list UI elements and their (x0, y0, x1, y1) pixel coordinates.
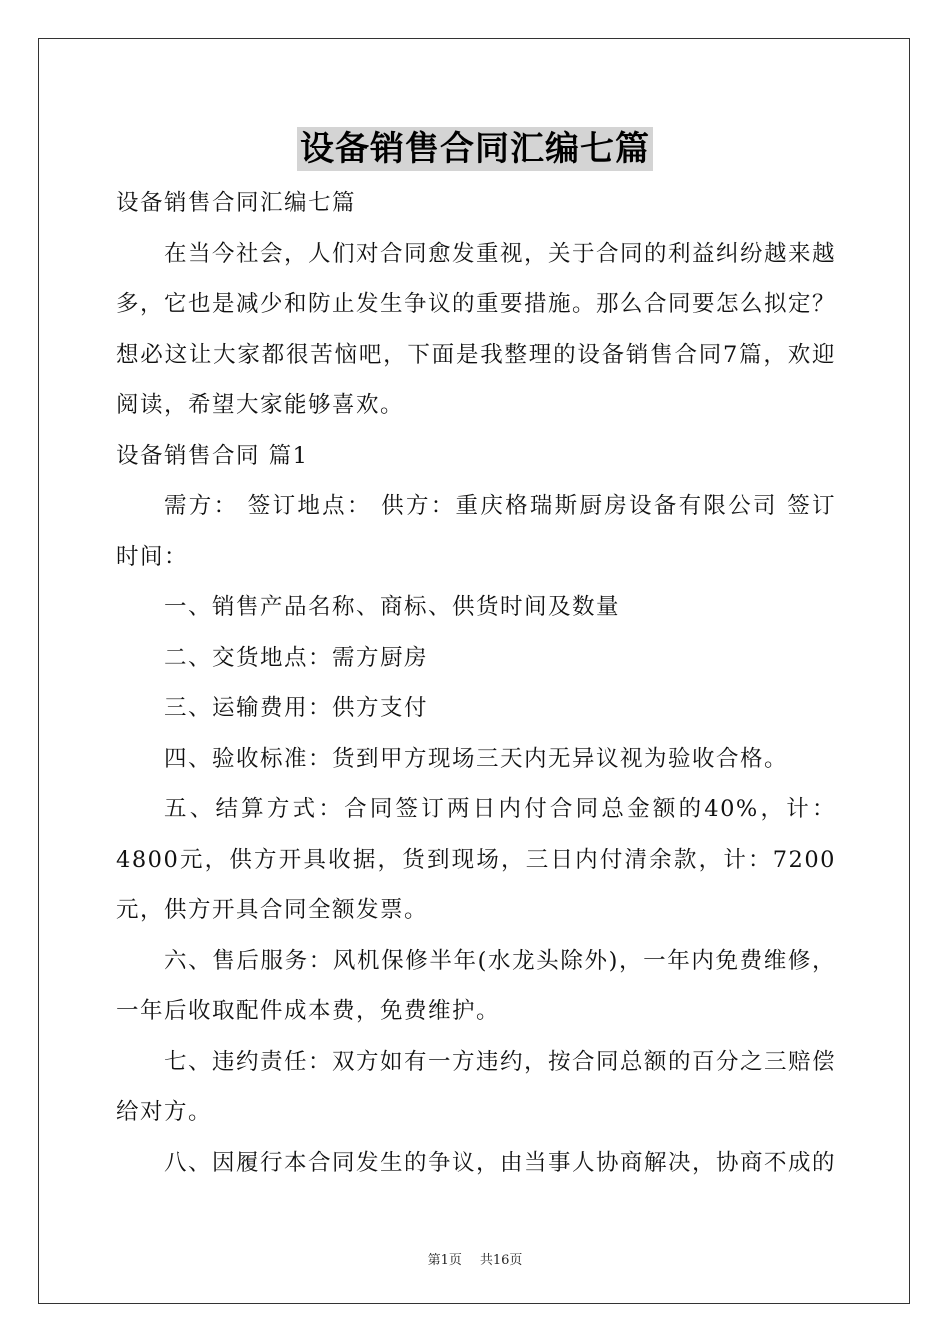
clause-2: 二、交货地点：需方厨房 (164, 644, 429, 671)
clause-5: 五、结算方式：合同签订两日内付合同总金额的40%，计：4800元，供方开具收据，货到现场，三日内付清余款，计：7200元，供方开具合同全额发票。 (116, 796, 836, 923)
page-number: 第1页 (427, 1253, 462, 1268)
document-body (116, 178, 836, 1188)
clause-7: 七、违约责任：双方如有一方违约，按合同总额的百分之三赔偿给对方。 (116, 1048, 837, 1125)
section-heading: 设备销售合同 篇1 (116, 442, 309, 469)
page-total: 共16页 (479, 1253, 523, 1268)
title-container (0, 127, 950, 171)
clause-8: 八、因履行本合同发生的争议，由当事人协商解决，协商不成的 (164, 1149, 837, 1176)
contract-parties-paragraph: 需方： 签订地点： 供方：重庆格瑞斯厨房设备有限公司 签订时间： (116, 493, 836, 570)
clause-4: 四、验收标准：货到甲方现场三天内无异议视为验收合格。 (164, 745, 789, 772)
clause-6: 六、售后服务：风机保修半年(水龙头除外)，一年内免费维修，一年后收取配件成本费，免费维护。 (116, 947, 836, 1024)
clause-3: 三、运输费用：供方支付 (164, 695, 429, 721)
document-title: 设备销售合同汇编七篇 (297, 127, 653, 171)
clause-1: 一、销售产品名称、商标、供货时间及数量 (164, 594, 621, 620)
intro-paragraph: 在当今社会，人们对合同愈发重视，关于合同的利益纠纷越来越多，它也是减少和防止发生争议的重要措施。那么合同要怎么拟定？想必这让大家都很苦恼吧，下面是我整理的设备销售合同7篇，欢迎阅读，希望大家能够喜欢。 (116, 240, 837, 418)
document-subtitle: 设备销售合同汇编七篇 (116, 190, 357, 216)
page-footer (0, 1249, 950, 1268)
